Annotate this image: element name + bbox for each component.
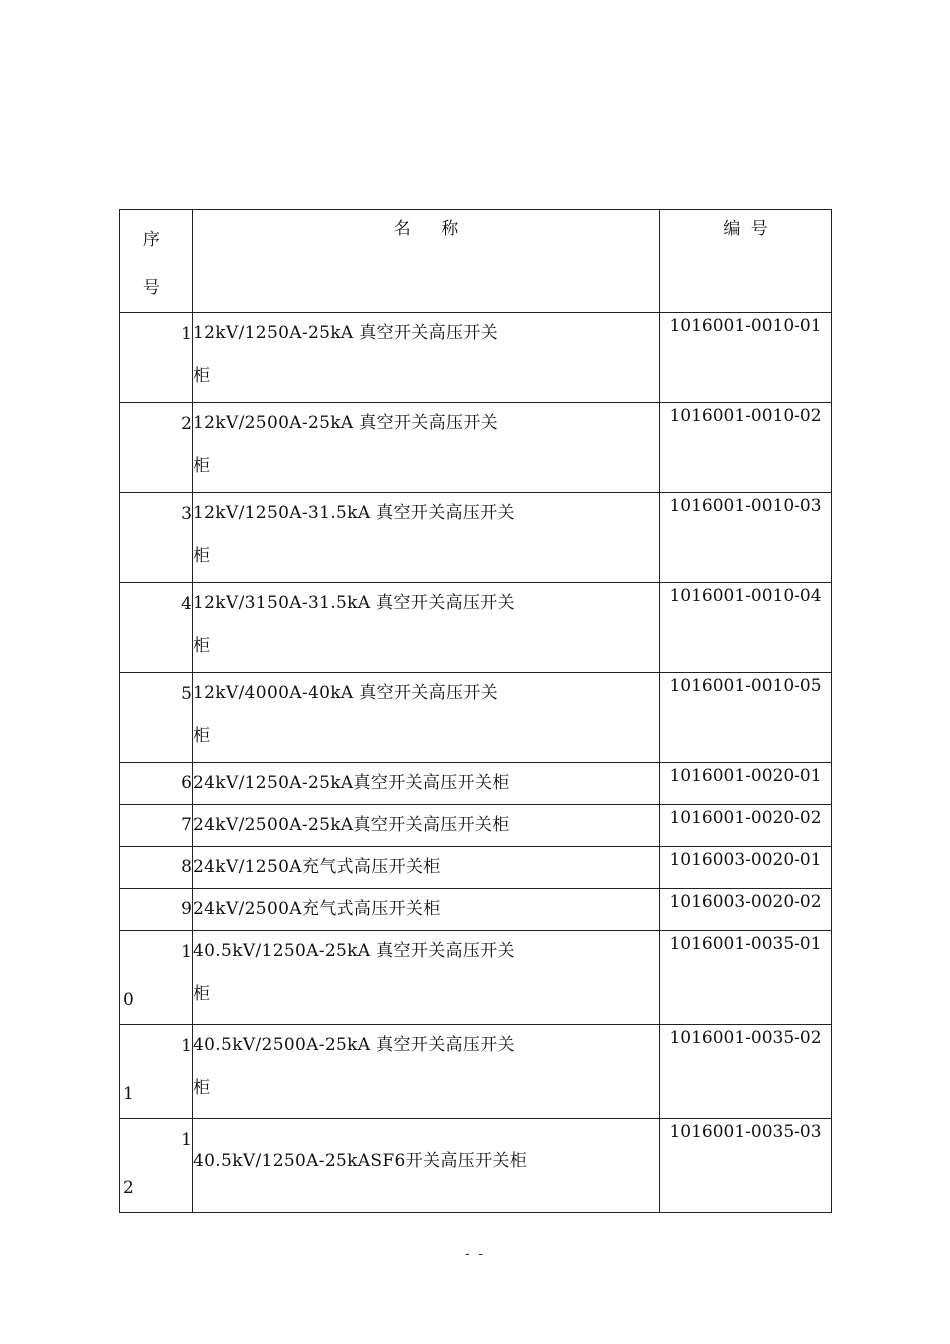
header-name: 名称 [193,210,660,313]
row-name: 12kV/3150A-31.5kA 真空开关高压开关 柜 [193,583,660,673]
row-code: 1016003-0020-02 [660,889,832,931]
row-seq: 1 1 [120,1025,193,1119]
row-seq: 4 [120,583,193,673]
table-row [120,493,832,583]
row-code: 1016001-0035-03 [660,1119,832,1213]
row-code: 1016001-0020-02 [660,805,832,847]
row-code: 1016001-0020-01 [660,763,832,805]
table-row [120,847,832,889]
table-row [120,673,832,763]
table-row [120,931,832,1025]
row-name: 40.5kV/1250A-25kA 真空开关高压开关 柜 [193,931,660,1025]
table-row [120,313,832,403]
row-seq: 9 [120,889,193,931]
row-code: 1016001-0035-01 [660,931,832,1025]
table-row [120,583,832,673]
table-row [120,805,832,847]
row-seq: 6 [120,763,193,805]
table-row [120,763,832,805]
table-row [120,889,832,931]
row-code: 1016001-0010-01 [660,313,832,403]
row-code: 1016003-0020-01 [660,847,832,889]
row-code: 1016001-0010-03 [660,493,832,583]
row-seq: 1 [120,313,193,403]
table-row [120,403,832,493]
header-code: 编号 [660,210,832,313]
row-code: 1016001-0035-02 [660,1025,832,1119]
row-name: 24kV/1250A-25kA真空开关高压开关柜 [193,763,660,805]
row-name: 12kV/1250A-25kA 真空开关高压开关 柜 [193,313,660,403]
row-code: 1016001-0010-04 [660,583,832,673]
table-row [120,1025,832,1119]
row-seq: 1 2 [120,1119,193,1213]
row-seq: 8 [120,847,193,889]
row-name: 40.5kV/1250A-25kASF6开关高压开关柜 [193,1119,660,1213]
row-name: 24kV/2500A-25kA真空开关高压开关柜 [193,805,660,847]
row-name: 12kV/1250A-31.5kA 真空开关高压开关 柜 [193,493,660,583]
table-row [120,1119,832,1213]
page-footer-marker: - - [465,1246,485,1262]
row-seq: 5 [120,673,193,763]
row-name: 24kV/1250A充气式高压开关柜 [193,847,660,889]
row-name: 40.5kV/2500A-25kA 真空开关高压开关 柜 [193,1025,660,1119]
row-code: 1016001-0010-02 [660,403,832,493]
row-seq: 7 [120,805,193,847]
product-catalog-table [119,209,832,1213]
table-header-row [120,210,832,313]
row-seq: 3 [120,493,193,583]
header-seq: 序号 [120,210,193,313]
row-name: 12kV/2500A-25kA 真空开关高压开关 柜 [193,403,660,493]
row-code: 1016001-0010-05 [660,673,832,763]
row-seq: 1 0 [120,931,193,1025]
row-name: 24kV/2500A充气式高压开关柜 [193,889,660,931]
row-seq: 2 [120,403,193,493]
row-name: 12kV/4000A-40kA 真空开关高压开关 柜 [193,673,660,763]
